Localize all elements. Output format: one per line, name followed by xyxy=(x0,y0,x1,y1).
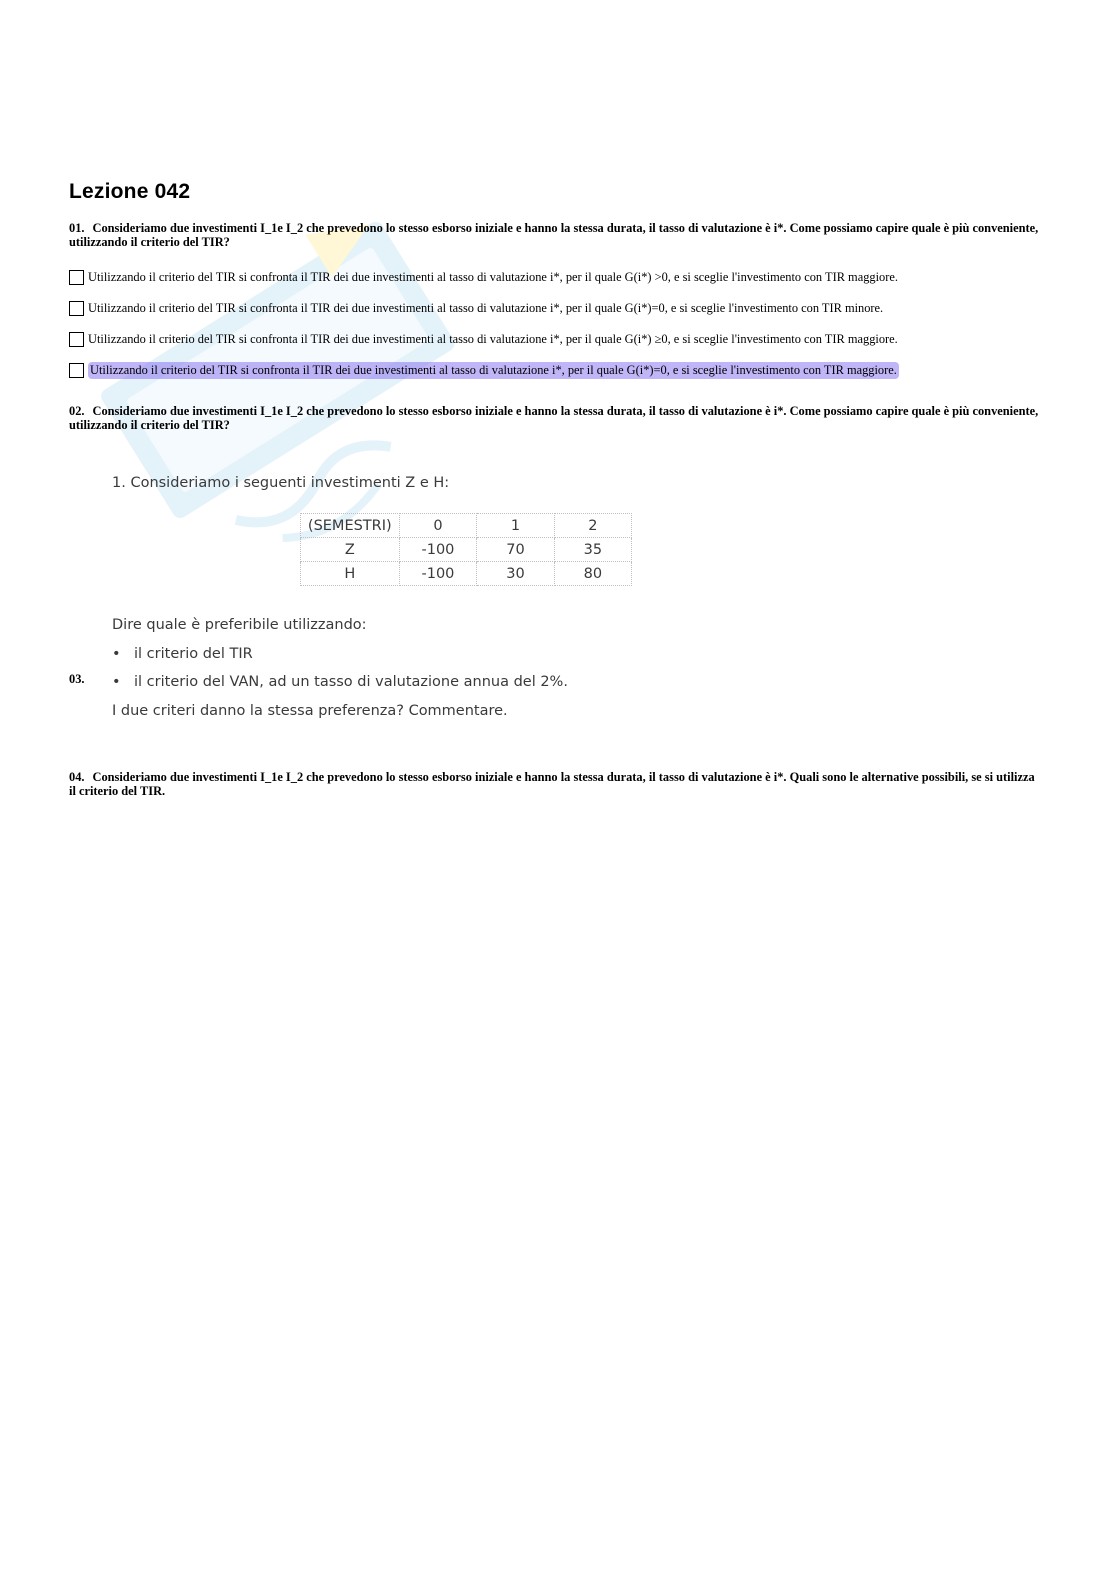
question-number: 04. xyxy=(69,770,85,784)
table-cell: 80 xyxy=(554,562,631,586)
question-number: 01. xyxy=(69,221,85,235)
table-cell: (SEMESTRI) xyxy=(301,514,400,538)
question-02 xyxy=(69,404,1044,432)
question-text: Consideriamo due investimenti I_1e I_2 che prevedono lo stesso esborso iniziale e hanno la stessa durata, il tasso di valutazione è i*. Quali sono le alternative possibili, se si utilizza il criterio del TIR. xyxy=(69,770,1035,798)
table-cell: -100 xyxy=(399,562,477,586)
table-cell: 70 xyxy=(477,538,554,562)
bullet-icon: • xyxy=(112,646,121,662)
question-text: Consideriamo due investimenti I_1e I_2 che prevedono lo stesso esborso iniziale e hanno la stessa durata, il tasso di valutazione è i*. Come possiamo capire quale è più conveniente, utilizzando il criterio del TIR? xyxy=(69,404,1039,432)
question-01 xyxy=(69,221,1044,249)
investment-table xyxy=(300,513,632,586)
answer-options xyxy=(69,262,1049,386)
answer-option-4[interactable] xyxy=(69,355,1049,386)
answer-text-highlighted: Utilizzando il criterio del TIR si confronta il TIR dei due investimenti al tasso di valutazione i*, per il quale G(i*)=0, e si sceglie l'investimento con TIR maggiore. xyxy=(90,363,897,377)
exercise-closing: I due criteri danno la stessa preferenza? Commentare. xyxy=(112,703,508,719)
scanned-exercise-image xyxy=(112,470,632,735)
question-04 xyxy=(69,770,1044,798)
table-cell: -100 xyxy=(399,538,477,562)
answer-option-1[interactable] xyxy=(69,262,1049,293)
checkbox[interactable] xyxy=(69,363,84,378)
list-item-text: il criterio del TIR xyxy=(134,646,253,662)
table-row xyxy=(301,562,632,586)
checkbox[interactable] xyxy=(69,270,84,285)
table-cell: 30 xyxy=(477,562,554,586)
page-title: Lezione 042 xyxy=(69,180,191,203)
table-cell: H xyxy=(301,562,400,586)
table-cell: 1 xyxy=(477,514,554,538)
table-cell: 0 xyxy=(399,514,477,538)
table-cell: 35 xyxy=(554,538,631,562)
answer-text: Utilizzando il criterio del TIR si confronta il TIR dei due investimenti al tasso di valutazione i*, per il quale G(i*) ≥0, e si sceglie l'investimento con TIR maggiore. xyxy=(88,332,898,346)
table-cell: 2 xyxy=(554,514,631,538)
bullet-icon: • xyxy=(112,674,121,690)
question-text: Consideriamo due investimenti I_1e I_2 che prevedono lo stesso esborso iniziale e hanno la stessa durata, il tasso di valutazione è i*. Come possiamo capire quale è più conveniente, utilizzando il criterio del TIR? xyxy=(69,221,1039,249)
exercise-prompt: Dire quale è preferibile utilizzando: xyxy=(112,617,367,633)
answer-option-3[interactable] xyxy=(69,324,1049,355)
checkbox[interactable] xyxy=(69,301,84,316)
list-item-text: il criterio del VAN, ad un tasso di valutazione annua del 2%. xyxy=(134,674,568,690)
question-number: 02. xyxy=(69,404,85,418)
table-row xyxy=(301,538,632,562)
checkbox[interactable] xyxy=(69,332,84,347)
question-number: 03. xyxy=(69,672,85,686)
answer-option-2[interactable] xyxy=(69,293,1049,324)
table-header-row xyxy=(301,514,632,538)
answer-text: Utilizzando il criterio del TIR si confronta il TIR dei due investimenti al tasso di valutazione i*, per il quale G(i*)=0, e si sceglie l'investimento con TIR minore. xyxy=(88,301,884,315)
answer-text: Utilizzando il criterio del TIR si confronta il TIR dei due investimenti al tasso di valutazione i*, per il quale G(i*) >0, e si sceglie l'investimento con TIR maggiore. xyxy=(88,270,898,284)
list-item xyxy=(112,646,253,662)
list-item xyxy=(112,674,568,690)
table-cell: Z xyxy=(301,538,400,562)
exercise-title: 1. Consideriamo i seguenti investimenti Z e H: xyxy=(112,475,450,491)
